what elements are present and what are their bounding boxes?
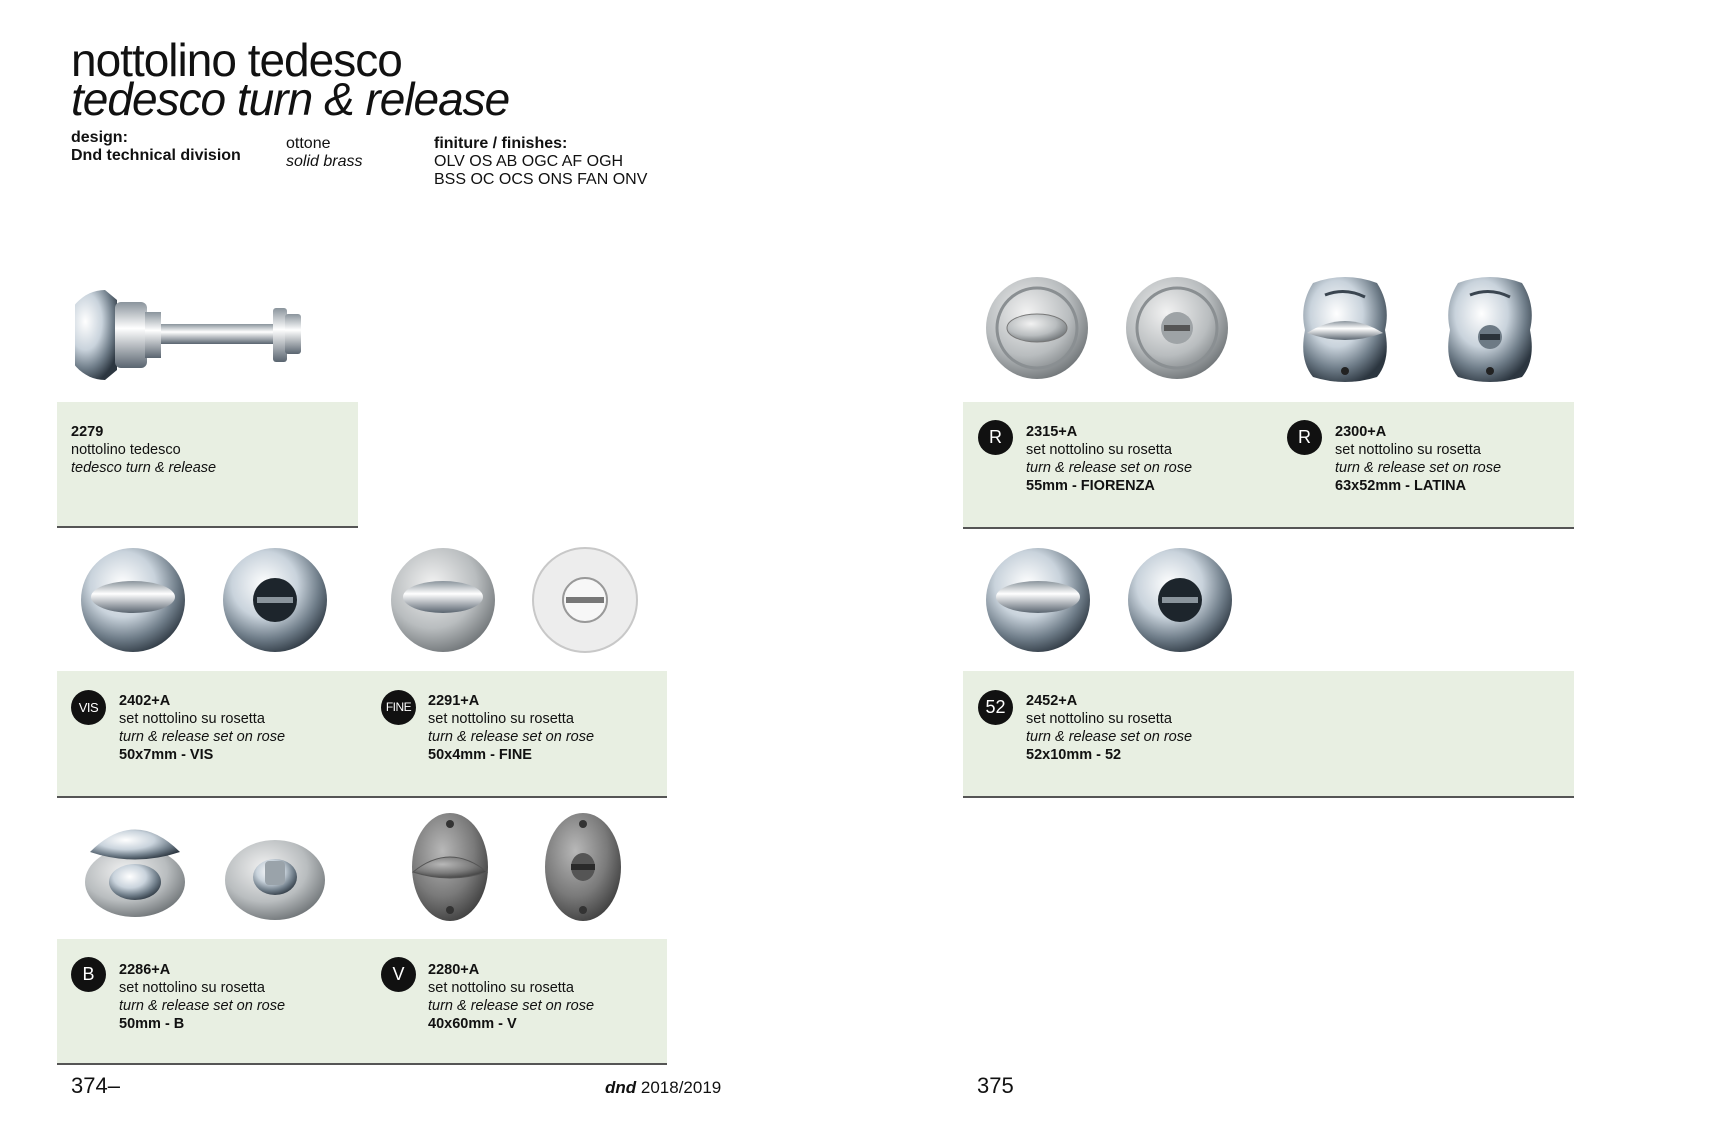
footer-brand — [605, 1078, 721, 1098]
design-value: Dnd technical division — [71, 147, 241, 164]
material-en: solid brass — [286, 153, 363, 170]
product-image-2300-turn — [1295, 275, 1395, 385]
product-size: 50mm - B — [119, 1016, 185, 1032]
badge-vis: VIS — [71, 690, 106, 725]
badge-52: 52 — [978, 690, 1013, 725]
product-name-it: set nottolino su rosetta — [1026, 711, 1172, 727]
design-label: design: — [71, 129, 128, 146]
product-name-it: set nottolino su rosetta — [119, 980, 265, 996]
product-name-en: turn & release set on rose — [119, 729, 286, 745]
finishes-label: finiture / finishes: — [434, 135, 568, 152]
product-code: 2280+A — [428, 962, 480, 978]
product-name-it: set nottolino su rosetta — [428, 980, 574, 996]
product-image-2402-turn — [78, 545, 188, 655]
finishes-line-1: OLV OS AB OGC AF OGH — [434, 153, 624, 170]
product-name-it: set nottolino su rosetta — [428, 711, 574, 727]
product-name-en: turn & release set on rose — [1026, 729, 1193, 745]
page-number-left: 374– — [71, 1073, 120, 1098]
product-image-2300-release — [1440, 275, 1540, 385]
material-it: ottone — [286, 135, 331, 152]
product-entry-2402 — [119, 692, 285, 764]
product-name-en: turn & release set on rose — [119, 998, 286, 1014]
product-size: 52x10mm - 52 — [1026, 747, 1122, 763]
brand-name: dnd — [605, 1078, 637, 1097]
product-name-en: turn & release set on rose — [428, 998, 595, 1014]
product-name-it: set nottolino su rosetta — [1026, 442, 1172, 458]
product-image-2286-release — [220, 825, 330, 925]
product-size: 50x4mm - FINE — [428, 747, 532, 763]
product-name-en: turn & release set on rose — [428, 729, 595, 745]
product-image-2452-turn — [983, 545, 1093, 655]
material-info — [286, 135, 362, 171]
product-name-it: set nottolino su rosetta — [1335, 442, 1481, 458]
product-size: 50x7mm - VIS — [119, 747, 214, 763]
product-code: 2279 — [71, 424, 104, 440]
product-entry-2300 — [1335, 423, 1501, 495]
product-image-2286-turn — [80, 812, 190, 922]
product-image-2279 — [75, 280, 335, 390]
product-code: 2291+A — [428, 693, 480, 709]
product-image-2291-release — [530, 545, 640, 655]
badge-fine: FINE — [381, 690, 416, 725]
product-image-2315-release — [1124, 275, 1230, 381]
page-subtitle: tedesco turn & release — [71, 73, 510, 125]
product-entry-2452 — [1026, 692, 1192, 764]
product-image-2280-release — [538, 810, 628, 925]
product-size: 55mm - FIORENZA — [1026, 478, 1155, 494]
finishes-line-2: BSS OC OCS ONS FAN ONV — [434, 171, 648, 188]
product-entry-2315 — [1026, 423, 1192, 495]
design-info — [71, 129, 241, 165]
product-image-2452-release — [1125, 545, 1235, 655]
product-name-en: turn & release set on rose — [1026, 460, 1193, 476]
badge-r-fiorenza: R — [978, 420, 1013, 455]
product-size: 63x52mm - LATINA — [1335, 478, 1467, 494]
product-name-en: tedesco turn & release — [71, 460, 217, 476]
product-code: 2452+A — [1026, 693, 1078, 709]
product-image-2315-turn — [984, 275, 1090, 381]
badge-r-latina: R — [1287, 420, 1322, 455]
product-size: 40x60mm - V — [428, 1016, 517, 1032]
catalog-year: 2018/2019 — [640, 1078, 722, 1097]
product-entry-2286 — [119, 961, 285, 1033]
page-title: nottolino tedesco — [71, 34, 402, 86]
product-code: 2402+A — [119, 693, 171, 709]
badge-b: B — [71, 957, 106, 992]
product-name-it: nottolino tedesco — [71, 442, 181, 458]
product-code: 2315+A — [1026, 424, 1078, 440]
badge-v: V — [381, 957, 416, 992]
product-entry-2291 — [428, 692, 594, 764]
product-entry-2280 — [428, 961, 594, 1033]
product-code: 2300+A — [1335, 424, 1387, 440]
product-image-2280-turn — [405, 810, 495, 925]
product-name-it: set nottolino su rosetta — [119, 711, 265, 727]
product-image-2291-turn — [388, 545, 498, 655]
product-code: 2286+A — [119, 962, 171, 978]
finishes-info — [434, 135, 647, 189]
page-number-right: 375 — [977, 1073, 1014, 1098]
product-image-2402-release — [220, 545, 330, 655]
product-name-en: turn & release set on rose — [1335, 460, 1502, 476]
product-entry-2279 — [71, 423, 216, 477]
